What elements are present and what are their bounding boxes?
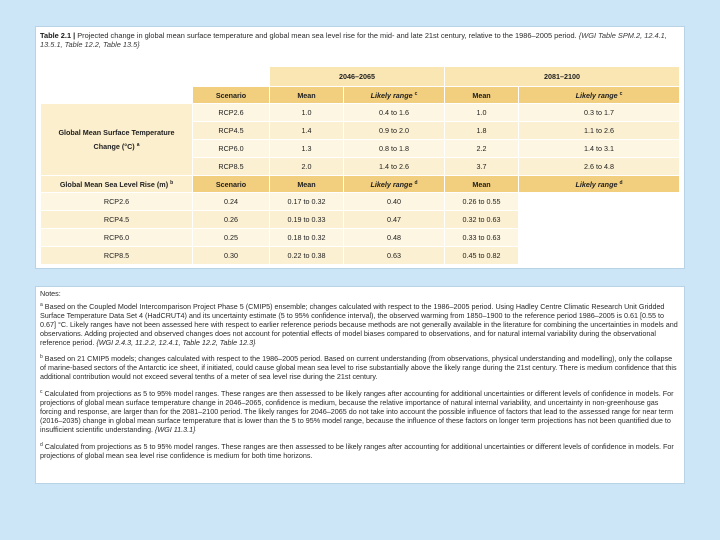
likely-range-cell: 0.45 to 0.82 bbox=[445, 247, 519, 265]
period-header-1: 2046–2065 bbox=[270, 67, 445, 87]
mean-cell: 0.48 bbox=[344, 229, 445, 247]
notes bbox=[40, 290, 680, 467]
note-marker: a bbox=[40, 301, 43, 308]
likely-range-cell: 0.19 to 0.33 bbox=[270, 211, 344, 229]
likely-range-cell: 0.4 to 1.6 bbox=[344, 104, 445, 122]
scenario-cell: RCP2.6 bbox=[41, 193, 193, 211]
likely-range-cell: 0.9 to 2.0 bbox=[344, 122, 445, 140]
scenario-cell: RCP6.0 bbox=[41, 229, 193, 247]
table-panel bbox=[36, 27, 684, 268]
note-text: Calculated from projections as 5 to 95% model ranges. These ranges are then assessed to be likely ranges after accounting for additional uncertainties or different levels of confidence in models. For projections of global mean surface temperature change in 2046–2065, confidence is medium, because the relative importance of natural internal variability, and uncertainty in non-greenhouse gas forcing and response, are larger than for the 2081–2100 period. The likely ranges for 2046–2065 do not take into account the possible influence of factors that lead to the assessed range for near term (2016–2035) change in global mean surface temperature that is lower than the 5 to 95% model range, because the influence of these factors on longer term projections has not been quantified due to insufficient scientific understanding. bbox=[40, 389, 674, 434]
mean-cell: 1.8 bbox=[445, 122, 519, 140]
mean-cell: 0.30 bbox=[193, 247, 270, 265]
scenario-cell: RCP8.5 bbox=[41, 247, 193, 265]
temperature-rows bbox=[41, 104, 680, 176]
likely-range-cell: 1.4 to 3.1 bbox=[519, 140, 680, 158]
table-row bbox=[41, 229, 680, 247]
col-scenario: Scenario bbox=[193, 87, 270, 104]
caption-text: Projected change in global mean surface temperature and global mean sea level rise for the mid- and late 21st century, relative to the 1986–2005 period. bbox=[75, 31, 577, 40]
row-label-text: Global Mean Surface Temperature Change (°C) bbox=[58, 127, 175, 151]
sealevel-rows bbox=[41, 193, 680, 265]
mean-cell: 0.24 bbox=[193, 193, 270, 211]
likely-range-cell: 2.6 to 4.8 bbox=[519, 158, 680, 176]
mean-cell: 2.0 bbox=[270, 158, 344, 176]
mean-cell: 0.25 bbox=[193, 229, 270, 247]
note-reference: {WGI 11.3.1} bbox=[152, 424, 196, 434]
scenario-cell: RCP4.5 bbox=[41, 211, 193, 229]
mean-cell: 1.0 bbox=[445, 104, 519, 122]
note-marker: c bbox=[40, 389, 43, 396]
period-header-2: 2081–2100 bbox=[445, 67, 680, 87]
sealevel-header-row bbox=[41, 176, 680, 193]
scenario-cell: RCP8.5 bbox=[193, 158, 270, 176]
mean-cell: 1.3 bbox=[270, 140, 344, 158]
likely-range-cell: 1.4 to 2.6 bbox=[344, 158, 445, 176]
mean-cell: 3.7 bbox=[445, 158, 519, 176]
table-row bbox=[41, 247, 680, 265]
notes-panel bbox=[36, 287, 684, 483]
sealevel-row-label: Global Mean Sea Level Rise (m) $^b$ bbox=[41, 176, 193, 193]
note-item bbox=[40, 353, 680, 382]
col-mean: Mean bbox=[445, 176, 519, 193]
col-mean: Mean bbox=[270, 87, 344, 104]
notes-title: Notes: bbox=[40, 289, 61, 298]
temperature-header-row bbox=[41, 87, 680, 104]
mean-cell: 1.0 bbox=[270, 104, 344, 122]
mean-cell: 1.4 bbox=[270, 122, 344, 140]
note-marker: d bbox=[40, 441, 43, 448]
note-text: Calculated from projections as 5 to 95% model ranges. These ranges are then assessed to be likely ranges after accounting for additional uncertainties or different levels of confidence in models. For projections of global mean sea level rise confidence is medium for both time horizons. bbox=[40, 441, 674, 460]
notes-list bbox=[40, 301, 680, 461]
mean-cell: 2.2 bbox=[445, 140, 519, 158]
note-text: Based on the Coupled Model Intercomparison Project Phase 5 (CMIP5) ensemble; changes calculated with respect to the 1986–2005 period. Using Hadley Centre Climatic Research Unit Gridded Surface Temperature Data Set 4 (HadCRUT4) and its uncertainty estimate (5 to 95% confidence interval), the observed warming from 1850–1900 to the reference period 1986–2005 is 0.61 [0.55 to 0.67] °C. Likely ranges have not been assessed here with respect to earlier reference periods because methods are not generally available in the literature for combining the uncertainties in models and observations. Adding projected and observed changes does not account for potential effects of model biases compared to observations, and for natural internal variability during the observational reference period. bbox=[40, 301, 678, 347]
row-label-sup: a bbox=[136, 141, 140, 148]
col-mean: Mean bbox=[270, 176, 344, 193]
col-likely-range: Likely range $^c$ bbox=[519, 87, 680, 104]
note-marker: b bbox=[40, 354, 43, 361]
col-mean: Mean bbox=[445, 87, 519, 104]
likely-range-cell: 0.3 to 1.7 bbox=[519, 104, 680, 122]
table-caption bbox=[40, 31, 680, 49]
likely-range-cell: 0.8 to 1.8 bbox=[344, 140, 445, 158]
likely-range-cell: 0.18 to 0.32 bbox=[270, 229, 344, 247]
likely-range-cell: 0.22 to 0.38 bbox=[270, 247, 344, 265]
likely-range-cell: 0.33 to 0.63 bbox=[445, 229, 519, 247]
col-likely-range: Likely range $^c$ bbox=[344, 87, 445, 104]
col-likely-range: Likely range $^d$ bbox=[344, 176, 445, 193]
mean-cell: 0.63 bbox=[344, 247, 445, 265]
col-scenario: Scenario bbox=[193, 176, 270, 193]
mean-cell: 0.47 bbox=[344, 211, 445, 229]
likely-range-cell: 0.26 to 0.55 bbox=[445, 193, 519, 211]
period-header-row bbox=[41, 67, 680, 87]
caption-source: {WGI Table SPM.2, 12.4.1, 13.5.1, Table 12.2, Table 13.5} bbox=[40, 31, 667, 49]
likely-range-cell: 0.32 to 0.63 bbox=[445, 211, 519, 229]
temperature-row-label bbox=[41, 104, 193, 176]
scenario-cell: RCP6.0 bbox=[193, 140, 270, 158]
table-number: Table 2.1 | bbox=[40, 31, 76, 40]
likely-range-cell: 1.1 to 2.6 bbox=[519, 122, 680, 140]
note-text: Based on 21 CMIP5 models; changes calculated with respect to the 1986–2005 period. Based on current understanding (from observations, physical understanding and modelling), only the collapse of marine-based sectors of the Antarctic ice sheet, if initiated, could cause global mean sea level to rise substantially above the likely range during the 21st century. There is medium confidence that this additional contribution would not exceed several tenths of a meter of sea level rise during the 21st century. bbox=[40, 354, 677, 382]
scenario-cell: RCP2.6 bbox=[193, 104, 270, 122]
scenario-cell: RCP4.5 bbox=[193, 122, 270, 140]
likely-range-cell: 0.17 to 0.32 bbox=[270, 193, 344, 211]
table-row bbox=[41, 104, 680, 122]
note-item bbox=[40, 388, 680, 435]
table-row bbox=[41, 193, 680, 211]
mean-cell: 0.40 bbox=[344, 193, 445, 211]
table-row bbox=[41, 211, 680, 229]
note-item bbox=[40, 301, 680, 348]
mean-cell: 0.26 bbox=[193, 211, 270, 229]
projection-table bbox=[40, 66, 680, 265]
note-item bbox=[40, 441, 680, 461]
col-likely-range: Likely range $^d$ bbox=[519, 176, 680, 193]
note-reference: {WGI 2.4.3, 11.2.2, 12.4.1, Table 12.2, Table 12.3} bbox=[94, 337, 256, 347]
